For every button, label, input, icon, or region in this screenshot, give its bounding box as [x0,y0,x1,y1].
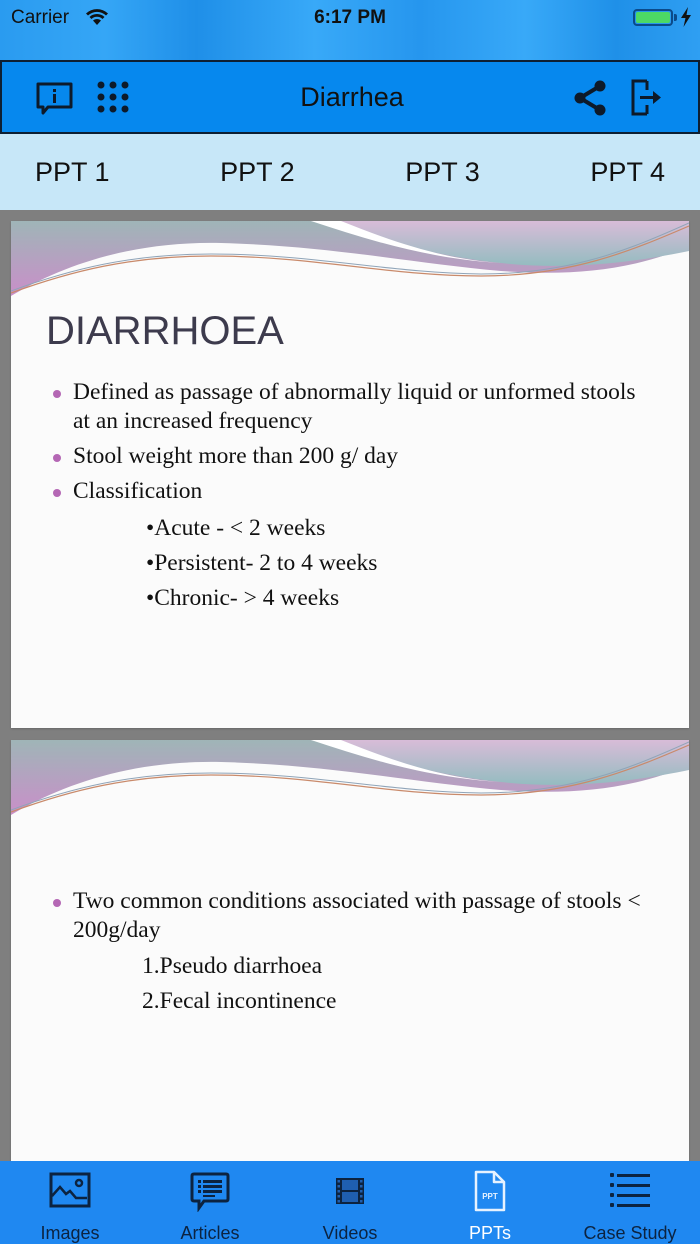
bullet-item: Stool weight more than 200 g/ day [47,442,657,471]
slide-bullet-list [47,887,657,951]
tab-ppt-3[interactable]: PPT 3 [405,156,480,187]
tab-label: Videos [322,1223,378,1243]
sub-item: •Chronic- > 4 weeks [146,585,340,611]
slide-2 [11,740,689,1161]
sub-item: 2.Fecal incontinence [142,988,337,1014]
battery-tip [674,14,677,21]
sub-item: 1.Pseudo diarrhoea [142,953,323,979]
exit-icon[interactable] [630,79,666,117]
tab-images[interactable] [0,1161,140,1244]
slide-1 [11,221,689,728]
slide-sub-list [142,952,336,1022]
tab-label: Articles [180,1223,240,1243]
charging-bolt-icon [680,7,692,27]
clock: 6:17 PM [314,7,386,28]
tab-ppt-4[interactable]: PPT 4 [590,156,665,187]
slide-header-swoosh [11,740,689,820]
share-icon[interactable] [572,79,608,117]
bottom-tab-bar [0,1161,700,1244]
page-title: Diarrhea [300,82,404,112]
tab-label: Case Study [583,1223,677,1243]
tab-videos[interactable] [280,1161,420,1244]
slide-header-swoosh [11,221,689,301]
status-bar [0,0,700,60]
bullet-item: Classification [47,477,657,506]
tab-articles[interactable] [140,1161,280,1244]
svg-text:PPT: PPT [482,1192,498,1201]
bullet-item: Defined as passage of abnormally liquid or unformed stools at an increased frequency [47,378,657,436]
bullet-item: Two common conditions associated with passage of stools < 200g/day [47,887,657,945]
ppt-file-icon [474,1170,506,1212]
tab-ppt-2[interactable]: PPT 2 [220,156,295,187]
sub-item: •Persistent- 2 to 4 weeks [146,550,378,576]
tab-case-study[interactable] [560,1161,700,1244]
carrier-label: Carrier [11,7,70,28]
ppt-tab-strip [0,134,700,210]
slide-title: DIARRHOEA [46,309,284,353]
article-chat-icon [190,1172,230,1212]
battery-icon [633,9,673,26]
tab-ppts[interactable] [420,1161,560,1244]
tab-ppt-1[interactable]: PPT 1 [35,156,110,187]
film-icon [336,1178,364,1204]
image-icon [49,1172,91,1208]
slide-sub-list [146,514,377,619]
tab-label: Images [40,1223,100,1243]
slides-scroll-view[interactable] [0,210,700,1161]
tab-label: PPTs [468,1223,511,1243]
list-icon [610,1172,650,1208]
nav-bar [0,60,700,134]
sub-item: •Acute - < 2 weeks [146,515,326,541]
slide-bullet-list [47,378,657,512]
